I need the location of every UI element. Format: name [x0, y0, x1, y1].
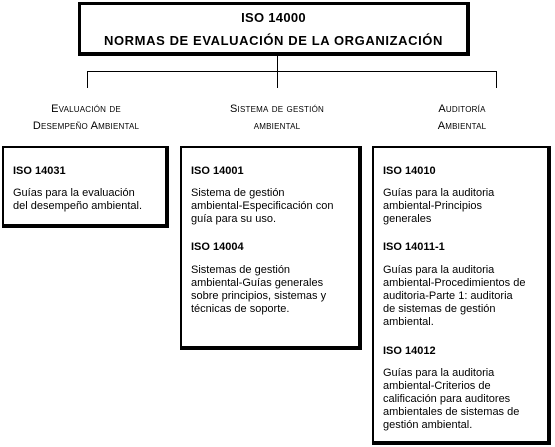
standard-description: Sistemas de gestión ambiental-Guías generales sobre principios, sistemas y técnicas de soporte. [191, 264, 327, 315]
root-node [78, 2, 470, 56]
standard-description: Guías para la auditoria ambiental-Criterios de calificación para auditores ambientales de sistemas de gestión ambiental. [383, 367, 520, 431]
standard-code: ISO 14012 [383, 345, 436, 357]
category-label-sistema: Sistema de gestión ambiental [230, 103, 324, 132]
standard-code: ISO 14001 [191, 165, 244, 177]
standard-description: Guías para la evaluación del desempeño ambiental. [13, 187, 143, 212]
connector-right-drop [496, 71, 497, 88]
standard-code: ISO 14004 [191, 241, 244, 253]
standard-code: ISO 14011-1 [383, 241, 445, 253]
connector-left-drop [87, 71, 88, 88]
standards-box-evaluacion [2, 146, 169, 228]
connector-center-drop [277, 71, 278, 88]
root-title: ISO 14000 [241, 10, 306, 25]
standard-description: Guías para la auditoria ambiental-Procedimientos de auditoria-Parte 1: auditoria de sistemas de gestión ambiental. [383, 264, 526, 328]
standards-box-auditoria [372, 146, 551, 445]
root-subtitle: NORMAS DE EVALUACIÓN DE LA ORGANIZACIÓN [103, 33, 443, 48]
standard-description: Sistema de gestión ambiental-Especificación con guía para su uso. [191, 187, 334, 225]
standards-box-sistema [180, 146, 362, 350]
connector-root-stem [277, 56, 278, 72]
standard-code: ISO 14010 [383, 165, 436, 177]
standard-code: ISO 14031 [13, 165, 66, 177]
connector-horizontal [87, 71, 497, 72]
category-label-evaluacion: Evaluación de Desempeño Ambiental [32, 103, 140, 132]
category-label-auditoria: Auditoría Ambiental [437, 103, 487, 132]
standard-description: Guías para la auditoria ambiental-Principios generales [383, 187, 495, 225]
